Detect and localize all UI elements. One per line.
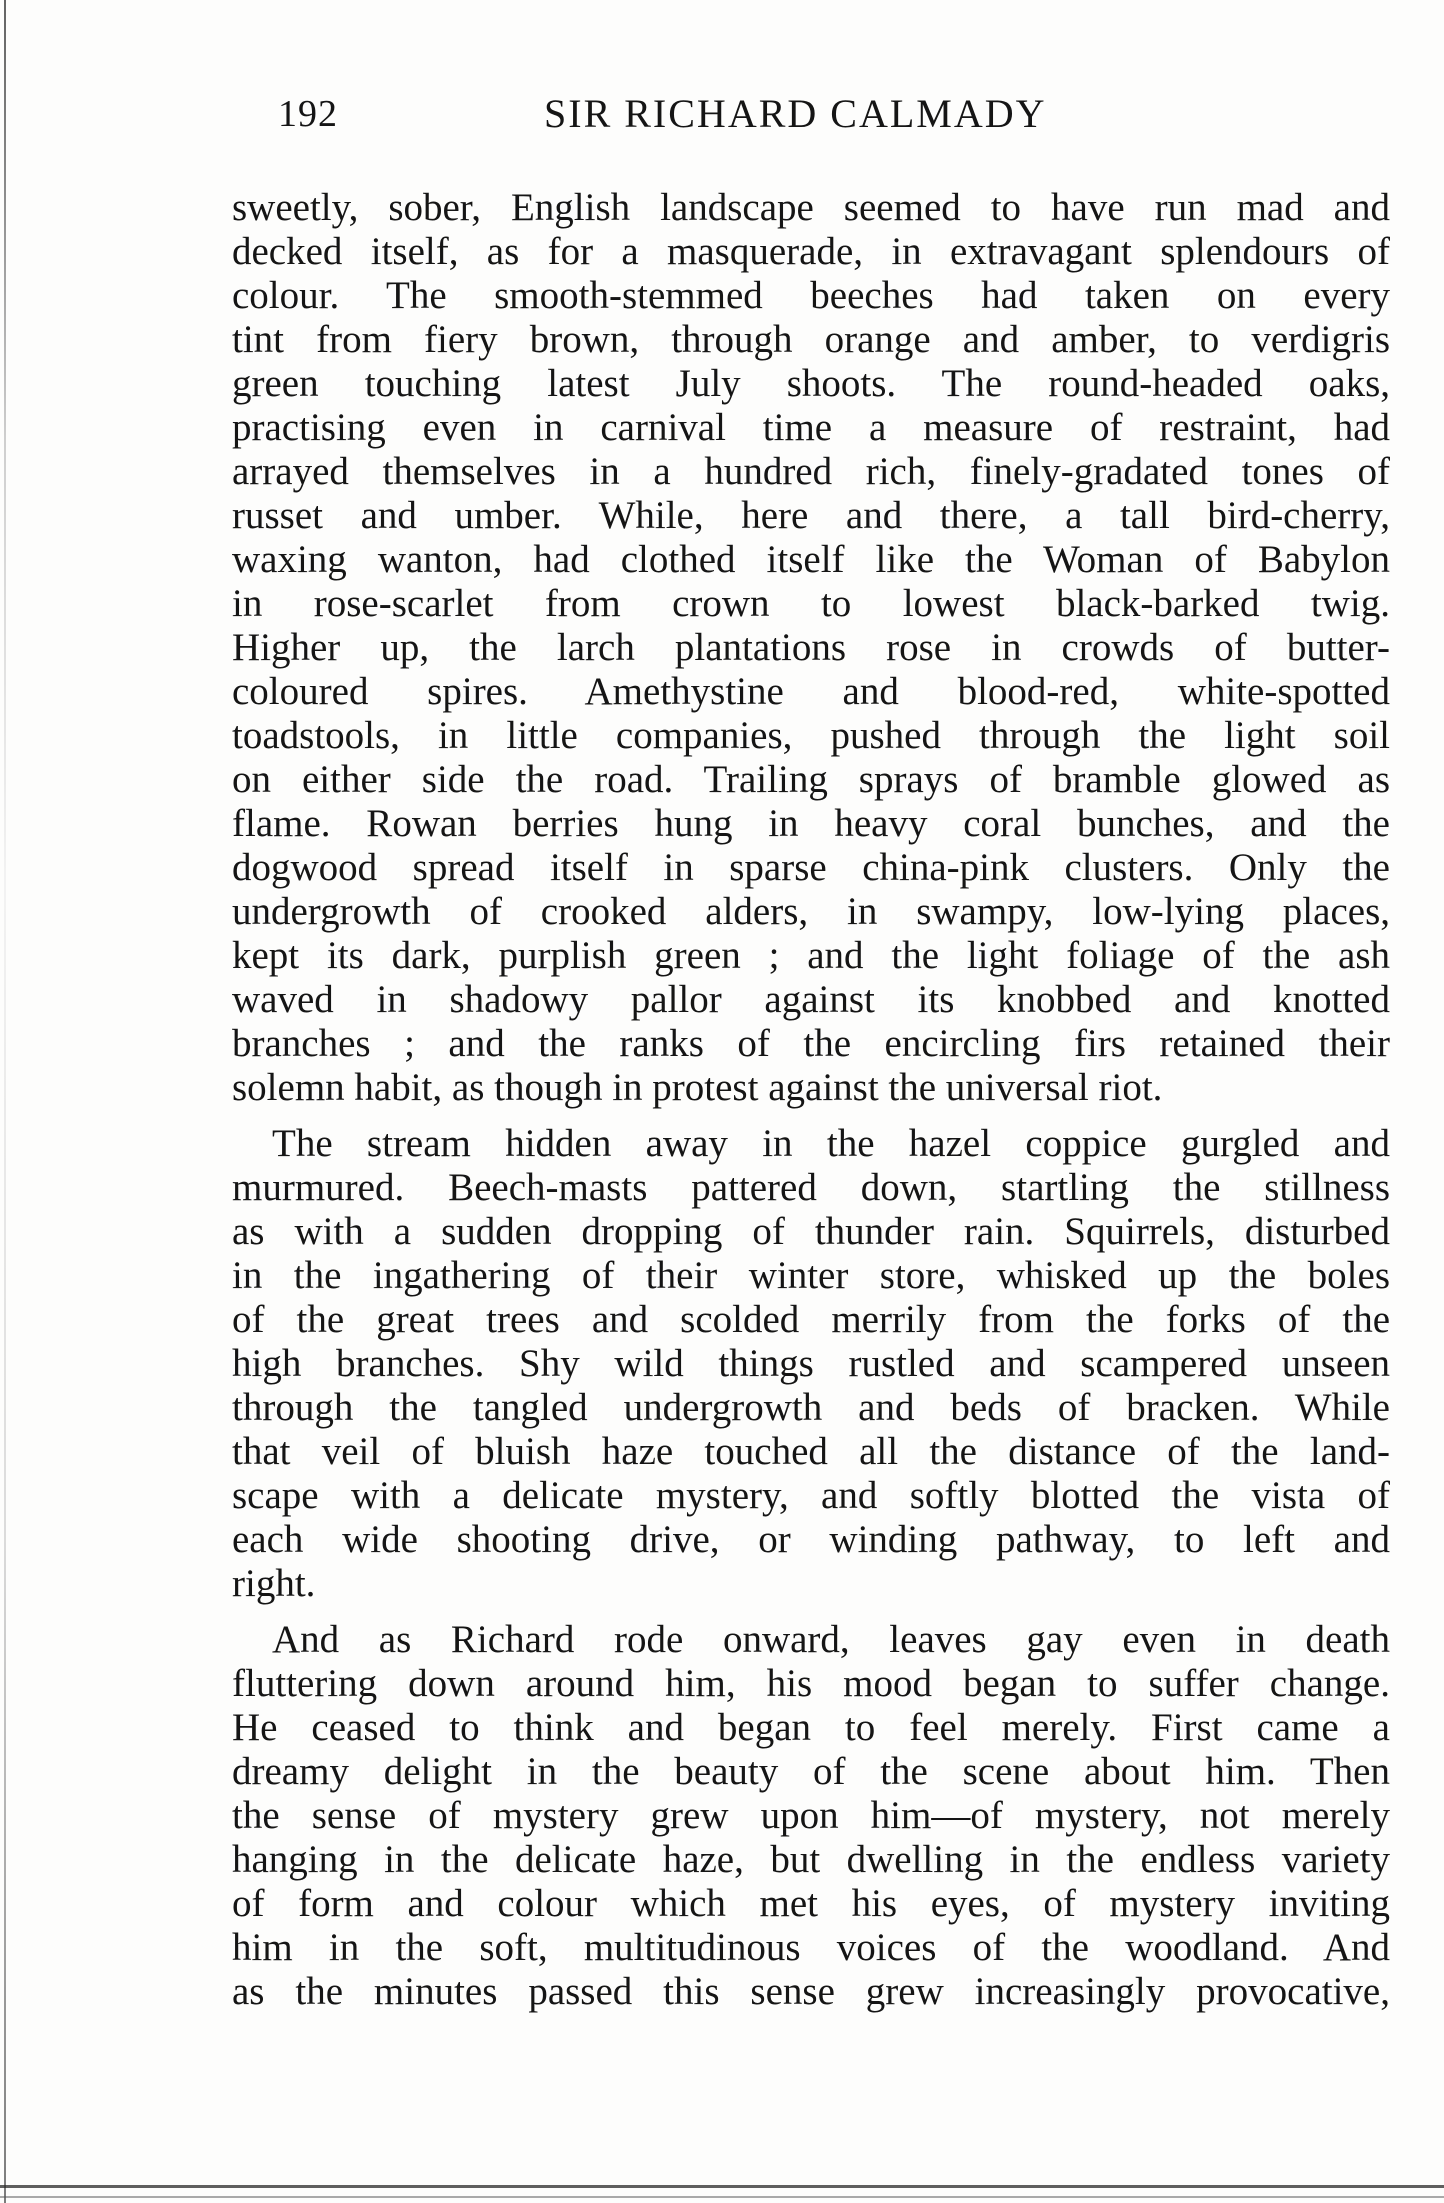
text-line: practising even in carnival time a measure of restraint, had <box>232 406 1390 449</box>
text-line: dogwood spread itself in sparse china-pink clusters. Only the <box>232 846 1390 889</box>
text-line: in the ingathering of their winter store, whisked up the boles <box>232 1254 1390 1297</box>
text-line: flame. Rowan berries hung in heavy coral bunches, and the <box>232 802 1390 845</box>
text-line: high branches. Shy wild things rustled and scampered unseen <box>232 1342 1390 1385</box>
paragraph-gap <box>232 1606 1390 1618</box>
text-line: as with a sudden dropping of thunder rain. Squirrels, disturbed <box>232 1210 1390 1253</box>
text-line: branches ; and the ranks of the encircling firs retained their <box>232 1022 1390 1065</box>
text-line: tint from fiery brown, through orange and amber, to verdigris <box>232 318 1390 361</box>
binding-edge-shadow <box>4 0 6 2203</box>
paragraph <box>232 1618 1390 2014</box>
text-line: waved in shadowy pallor against its knobbed and knotted <box>232 978 1390 1021</box>
running-header <box>278 86 1168 146</box>
text-line: fluttering down around him, his mood began to suffer change. <box>232 1662 1390 1705</box>
text-line: green touching latest July shoots. The round-headed oaks, <box>232 362 1390 405</box>
text-line: sweetly, sober, English landscape seemed to have run mad and <box>232 186 1390 229</box>
page-bottom-edge-shadow <box>0 2196 1444 2198</box>
text-line: Higher up, the larch plantations rose in crowds of butter- <box>232 626 1390 669</box>
text-line: on either side the road. Trailing sprays of bramble glowed as <box>232 758 1390 801</box>
paragraph <box>232 1122 1390 1606</box>
text-line: through the tangled undergrowth and beds of bracken. While <box>232 1386 1390 1429</box>
text-line: each wide shooting drive, or winding pathway, to left and <box>232 1518 1390 1561</box>
text-line: of form and colour which met his eyes, of mystery inviting <box>232 1882 1390 1925</box>
body-text <box>232 186 1390 2014</box>
text-line: solemn habit, as though in protest against the universal riot. <box>232 1066 1163 1109</box>
text-line: dreamy delight in the beauty of the scene about him. Then <box>232 1750 1390 1793</box>
page-bottom-edge <box>0 2185 1444 2188</box>
text-line: right. <box>232 1562 316 1605</box>
text-line: of the great trees and scolded merrily from the forks of the <box>232 1298 1390 1341</box>
text-line: waxing wanton, had clothed itself like the Woman of Babylon <box>232 538 1390 581</box>
text-line: him in the soft, multitudinous voices of the woodland. And <box>232 1926 1390 1969</box>
text-line: that veil of bluish haze touched all the distance of the land- <box>232 1430 1390 1473</box>
text-line: And as Richard rode onward, leaves gay even in death <box>272 1618 1390 1661</box>
text-line: as the minutes passed this sense grew increasingly provocative, <box>232 1970 1390 2013</box>
text-line: coloured spires. Amethystine and blood-red, white-spotted <box>232 670 1390 713</box>
text-line: hanging in the delicate haze, but dwelling in the endless variety <box>232 1838 1390 1881</box>
text-line: russet and umber. While, here and there, a tall bird-cherry, <box>232 494 1390 537</box>
text-line: undergrowth of crooked alders, in swampy, low-lying places, <box>232 890 1390 933</box>
text-line: arrayed themselves in a hundred rich, finely-gradated tones of <box>232 450 1390 493</box>
text-line: toadstools, in little companies, pushed through the light soil <box>232 714 1390 757</box>
running-title: SIR RICHARD CALMADY <box>544 91 1047 136</box>
text-line: The stream hidden away in the hazel coppice gurgled and <box>272 1122 1390 1165</box>
text-line: scape with a delicate mystery, and softly blotted the vista of <box>232 1474 1390 1517</box>
text-line: murmured. Beech-masts pattered down, startling the stillness <box>232 1166 1390 1209</box>
text-line: colour. The smooth-stemmed beeches had taken on every <box>232 274 1390 317</box>
text-line: decked itself, as for a masquerade, in extravagant splendours of <box>232 230 1390 273</box>
page-number: 192 <box>278 93 338 135</box>
text-line: in rose-scarlet from crown to lowest black-barked twig. <box>232 582 1390 625</box>
paragraph <box>232 186 1390 1110</box>
text-line: the sense of mystery grew upon him—of mystery, not merely <box>232 1794 1390 1837</box>
text-line: He ceased to think and began to feel merely. First came a <box>232 1706 1390 1749</box>
text-line: kept its dark, purplish green ; and the light foliage of the ash <box>232 934 1390 977</box>
paragraph-gap <box>232 1110 1390 1122</box>
